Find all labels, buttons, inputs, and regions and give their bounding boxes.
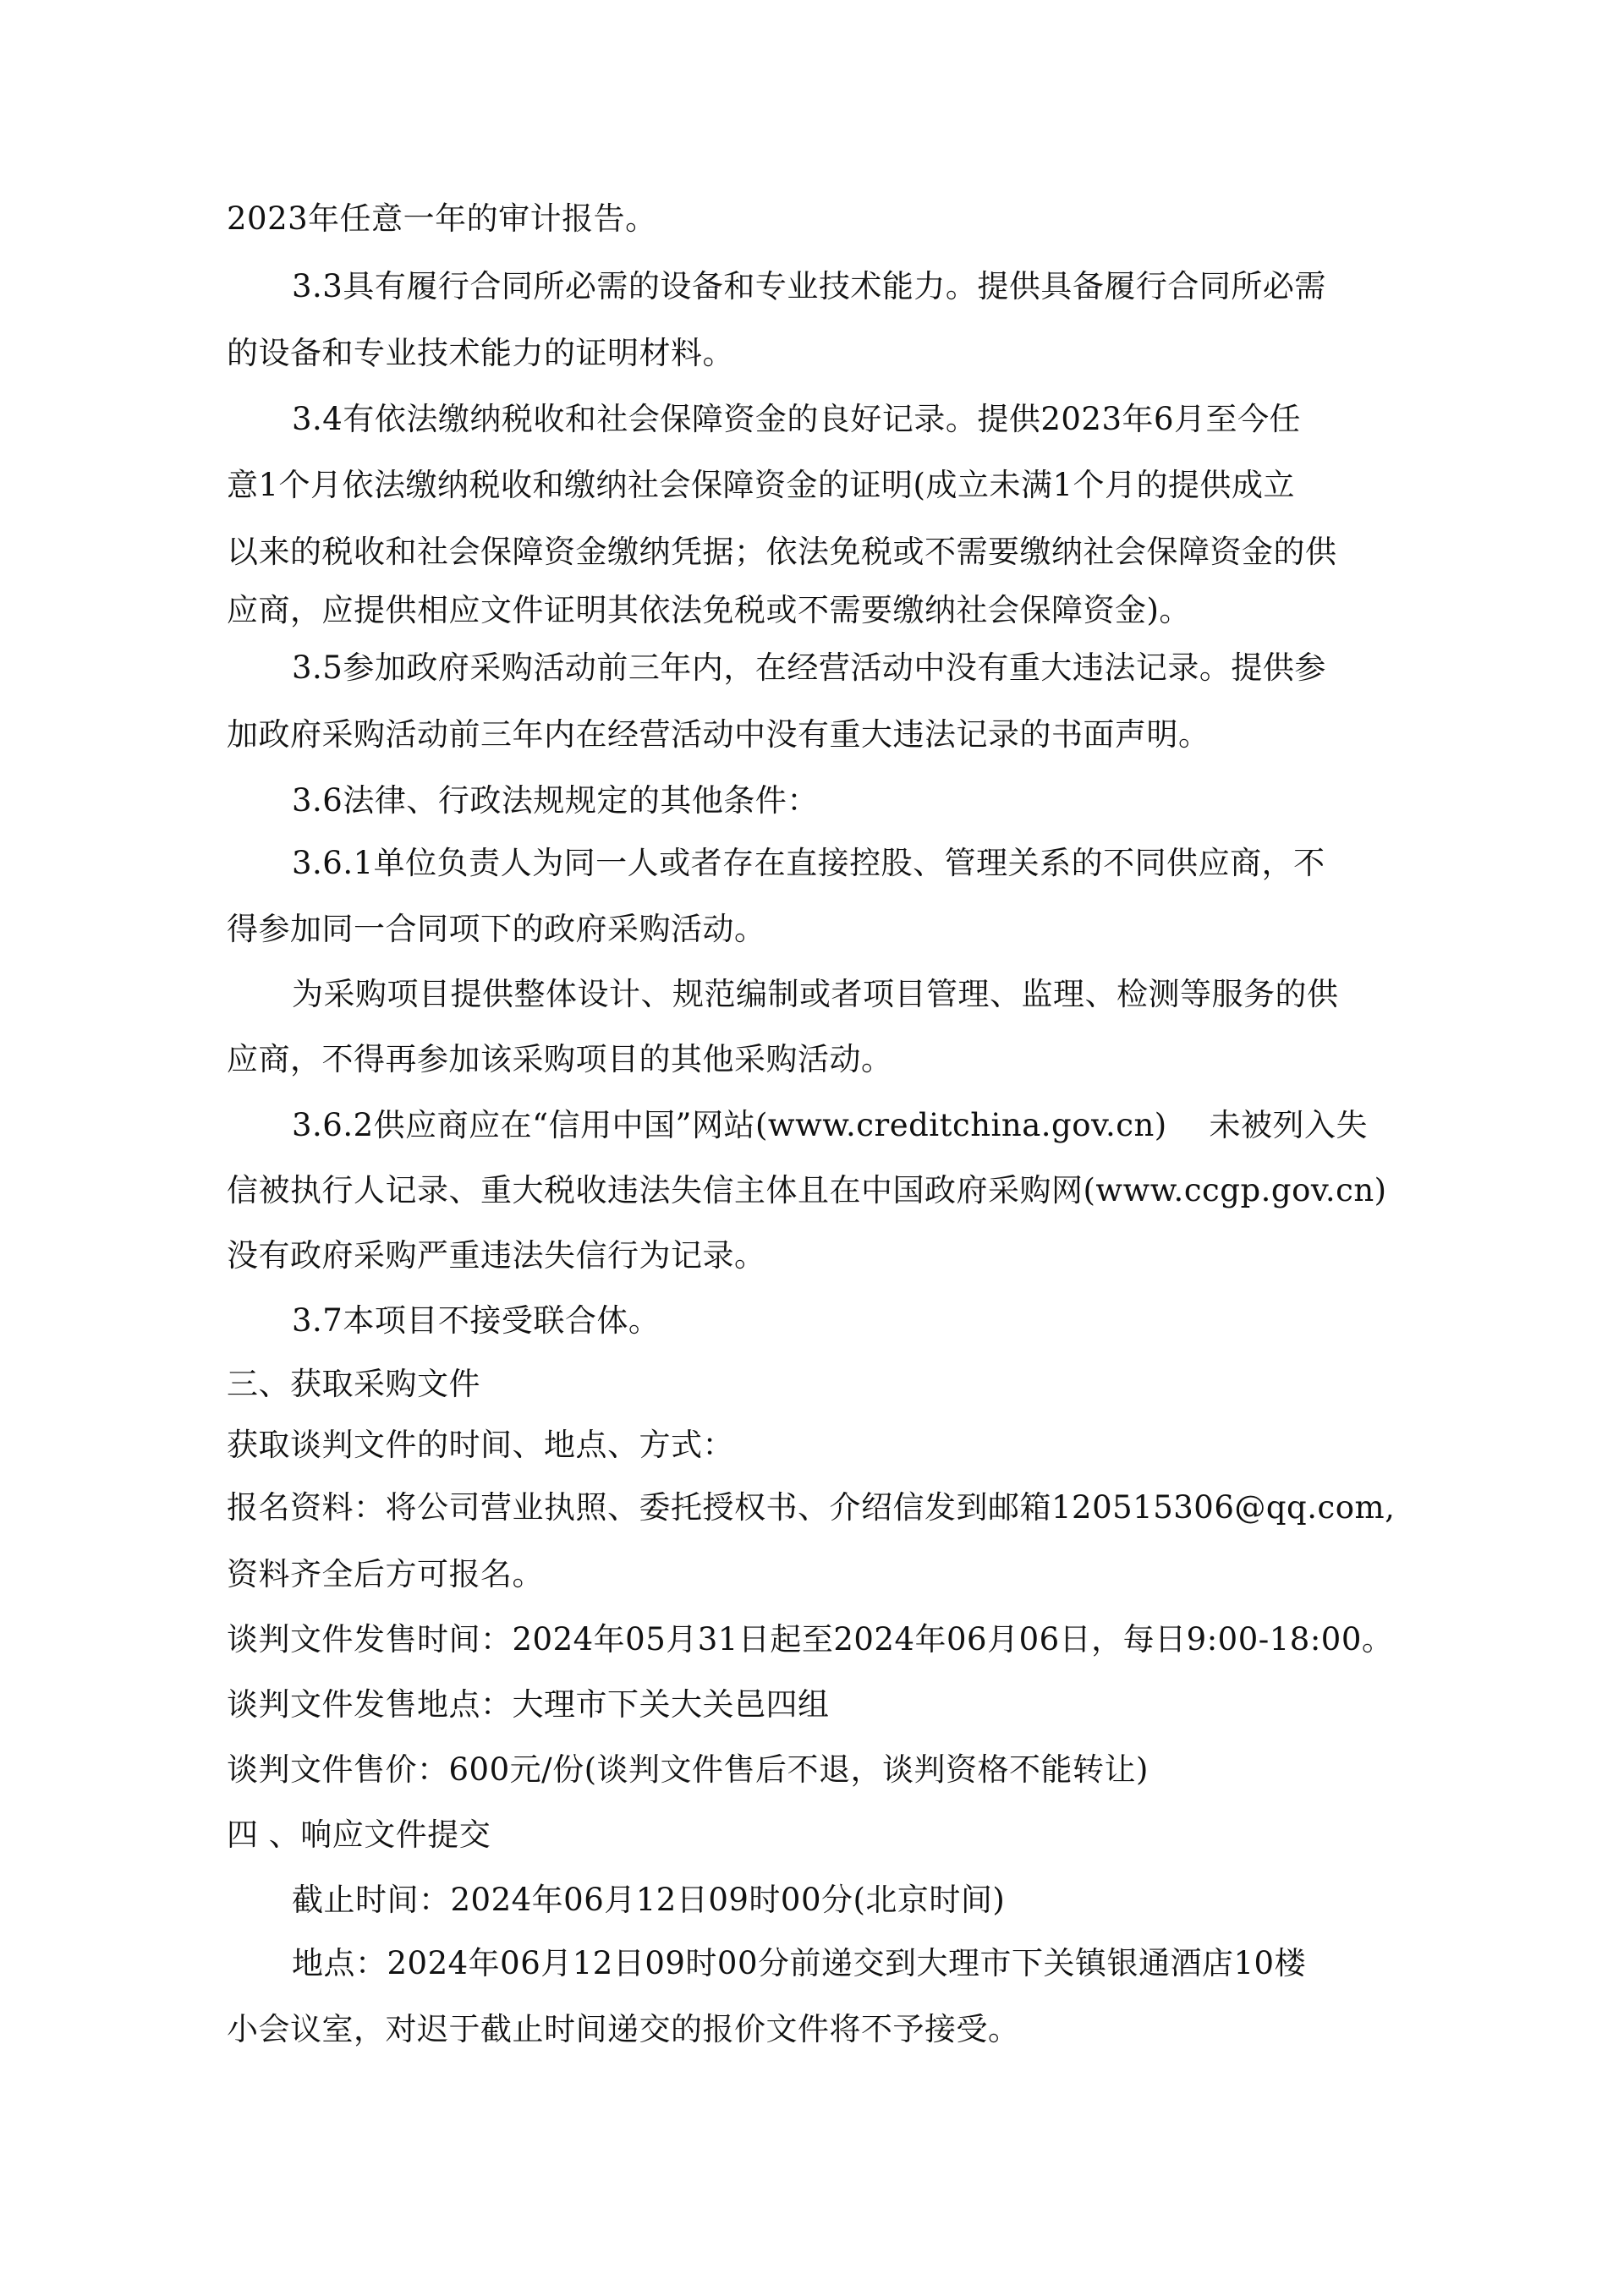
paragraph-line: 谈判文件发售时间：2024年05月31日起至2024年06月06日，每日9:00-18:00。 — [227, 1621, 1394, 1658]
paragraph-line: 应商，应提供相应文件证明其依法免税或不需要缴纳社会保障资金)。 — [227, 592, 1191, 628]
paragraph-line: 资料齐全后方可报名。 — [227, 1556, 544, 1592]
paragraph-line: 3.6法律、行政法规规定的其他条件： — [292, 782, 819, 819]
paragraph-line: 3.6.2供应商应在“信用中国”网站(www.creditchina.gov.cn) 未被列入失 — [292, 1107, 1369, 1143]
paragraph-line: 2023年任意一年的审计报告。 — [227, 200, 657, 237]
paragraph-line: 小会议室，对迟于截止时间递交的报价文件将不予接受。 — [227, 2011, 1020, 2047]
paragraph-line: 信被执行人记录、重大税收违法失信主体且在中国政府采购网(www.ccgp.gov.cn) — [227, 1172, 1387, 1208]
section-heading: 四 、响应文件提交 — [227, 1817, 491, 1853]
paragraph-line: 为采购项目提供整体设计、规范编制或者项目管理、监理、检测等服务的供 — [292, 976, 1339, 1012]
paragraph-line: 加政府采购活动前三年内在经营活动中没有重大违法记录的书面声明。 — [227, 716, 1210, 753]
paragraph-line: 3.3具有履行合同所必需的设备和专业技术能力。提供具备履行合同所必需 — [292, 268, 1326, 304]
paragraph-line: 谈判文件售价：600元/份(谈判文件售后不退，谈判资格不能转让) — [227, 1751, 1149, 1788]
paragraph-line: 报名资料：将公司营业执照、委托授权书、介绍信发到邮箱120515306@qq.com, — [227, 1489, 1396, 1526]
paragraph-line: 地点：2024年06月12日09时00分前递交到大理市下关镇银通酒店10楼 — [292, 1945, 1307, 1981]
paragraph-line: 应商，不得再参加该采购项目的其他采购活动。 — [227, 1041, 893, 1077]
paragraph-line: 3.6.1单位负责人为同一人或者存在直接控股、管理关系的不同供应商，不 — [292, 845, 1325, 881]
paragraph-line: 以来的税收和社会保障资金缴纳凭据；依法免税或不需要缴纳社会保障资金的供 — [227, 534, 1337, 570]
paragraph-line: 的设备和专业技术能力的证明材料。 — [227, 335, 734, 371]
paragraph-line: 3.7本项目不接受联合体。 — [292, 1302, 661, 1339]
paragraph-line: 谈判文件发售地点：大理市下关大关邑四组 — [227, 1686, 830, 1723]
paragraph-line: 截止时间：2024年06月12日09时00分(北京时间) — [292, 1882, 1006, 1918]
paragraph-line: 得参加同一合同项下的政府采购活动。 — [227, 911, 766, 947]
section-heading: 三、获取采购文件 — [227, 1366, 480, 1402]
paragraph-line: 没有政府采购严重违法失信行为记录。 — [227, 1237, 766, 1274]
paragraph-line: 意1个月依法缴纳税收和缴纳社会保障资金的证明(成立未满1个月的提供成立 — [227, 467, 1296, 503]
paragraph-line: 3.5参加政府采购活动前三年内，在经营活动中没有重大违法记录。提供参 — [292, 649, 1326, 686]
paragraph-line: 3.4有依法缴纳税收和社会保障资金的良好记录。提供2023年6月至今任 — [292, 401, 1302, 437]
paragraph-line: 获取谈判文件的时间、地点、方式： — [227, 1427, 734, 1463]
